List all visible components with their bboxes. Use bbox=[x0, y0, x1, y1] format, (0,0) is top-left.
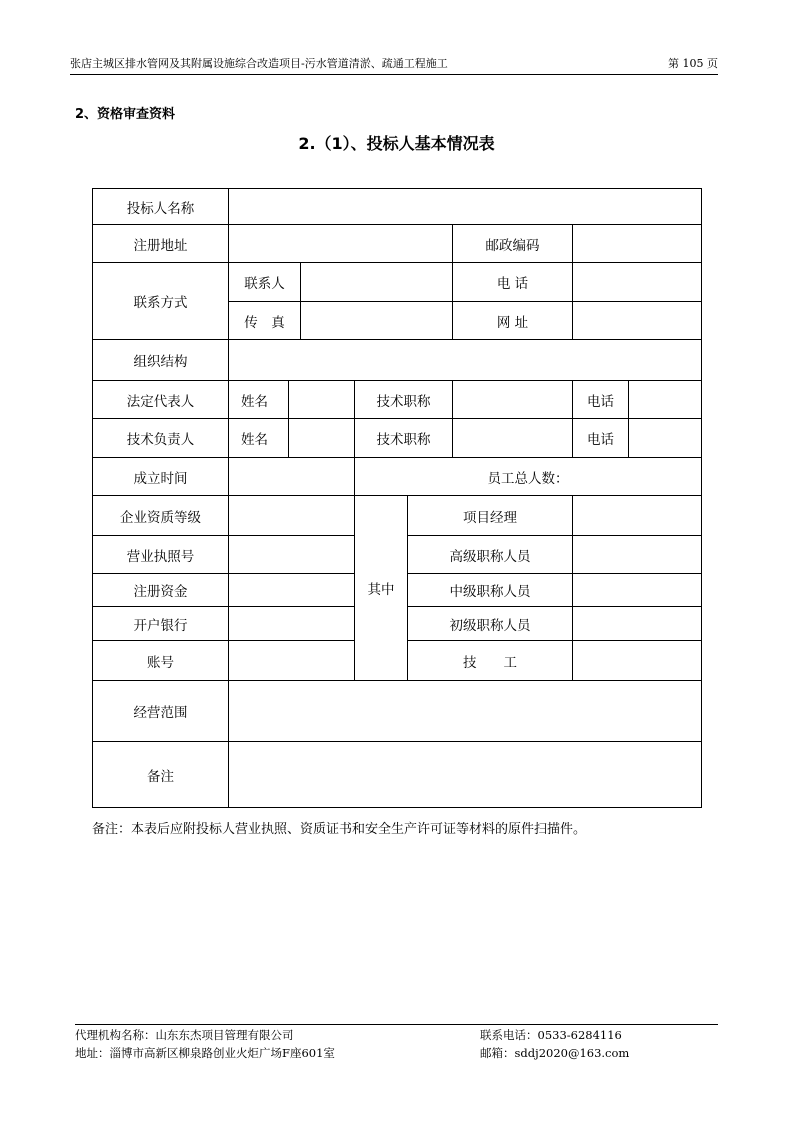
license-no-label: 营业执照号 bbox=[93, 536, 229, 574]
tech-lead-phone-value bbox=[629, 419, 702, 458]
legal-rep-phone-label: 电话 bbox=[573, 381, 629, 419]
tech-lead-title-value bbox=[453, 419, 573, 458]
mid-title-label: 中级职称人员 bbox=[408, 574, 573, 607]
account-value bbox=[229, 641, 355, 681]
remarks-value bbox=[229, 742, 702, 808]
remarks-label: 备注 bbox=[93, 742, 229, 808]
bank-value bbox=[229, 607, 355, 641]
legal-rep-phone-value bbox=[629, 381, 702, 419]
header-page-number: 第 105 页 bbox=[668, 57, 718, 70]
postcode-label: 邮政编码 bbox=[453, 225, 573, 263]
project-manager-label: 项目经理 bbox=[408, 496, 573, 536]
footer-email: 邮箱：sddj2020@163.com bbox=[480, 1046, 630, 1060]
header-project-title: 张店主城区排水管网及其附属设施综合改造项目-污水管道清淤、疏通工程施工 bbox=[70, 57, 448, 70]
total-staff-label: 员工总人数： bbox=[355, 458, 702, 496]
legal-rep-title-value bbox=[453, 381, 573, 419]
technician-label: 技 工 bbox=[408, 641, 573, 681]
junior-title-value bbox=[573, 607, 702, 641]
org-structure-value bbox=[229, 340, 702, 381]
qual-grade-label: 企业资质等级 bbox=[93, 496, 229, 536]
business-scope-label: 经营范围 bbox=[93, 681, 229, 742]
tech-lead-phone-label: 电话 bbox=[573, 419, 629, 458]
footer-agency: 代理机构名称：山东东杰项目管理有限公司 bbox=[75, 1028, 294, 1042]
bidder-info-table bbox=[92, 188, 702, 808]
business-scope-value bbox=[229, 681, 702, 742]
account-label: 账号 bbox=[93, 641, 229, 681]
footer-address: 地址：淄博市高新区柳泉路创业火炬广场F座601室 bbox=[75, 1046, 335, 1060]
table-title: 2.（1）、投标人基本情况表 bbox=[298, 134, 495, 153]
bank-label: 开户银行 bbox=[93, 607, 229, 641]
table-note: 备注：本表后应附投标人营业执照、资质证书和安全生产许可证等材料的原件扫描件。 bbox=[92, 822, 587, 837]
legal-rep-name-value bbox=[289, 381, 355, 419]
legal-rep-name-label: 姓名 bbox=[229, 381, 289, 419]
fax-label: 传 真 bbox=[229, 302, 301, 340]
qual-grade-value bbox=[229, 496, 355, 536]
reg-capital-value bbox=[229, 574, 355, 607]
section-title: 2、资格审查资料 bbox=[75, 107, 176, 122]
found-time-value bbox=[229, 458, 355, 496]
phone-value bbox=[573, 263, 702, 302]
license-no-value bbox=[229, 536, 355, 574]
tech-lead-name-value bbox=[289, 419, 355, 458]
bidder-name-value bbox=[229, 189, 702, 225]
reg-capital-label: 注册资金 bbox=[93, 574, 229, 607]
org-structure-label: 组织结构 bbox=[93, 340, 229, 381]
senior-title-value bbox=[573, 536, 702, 574]
page-header bbox=[70, 56, 718, 75]
contact-person-label: 联系人 bbox=[229, 263, 301, 302]
contact-method-label: 联系方式 bbox=[93, 263, 229, 340]
project-manager-value bbox=[573, 496, 702, 536]
junior-title-label: 初级职称人员 bbox=[408, 607, 573, 641]
tech-lead-label: 技术负责人 bbox=[93, 419, 229, 458]
page-footer bbox=[75, 1024, 718, 1061]
reg-address-value bbox=[229, 225, 453, 263]
contact-person-value bbox=[301, 263, 453, 302]
legal-rep-title-label: 技术职称 bbox=[355, 381, 453, 419]
tech-lead-name-label: 姓名 bbox=[229, 419, 289, 458]
bidder-name-label: 投标人名称 bbox=[93, 189, 229, 225]
mid-title-value bbox=[573, 574, 702, 607]
tech-lead-title-label: 技术职称 bbox=[355, 419, 453, 458]
footer-tel: 联系电话：0533-6284116 bbox=[480, 1028, 622, 1042]
found-time-label: 成立时间 bbox=[93, 458, 229, 496]
fax-value bbox=[301, 302, 453, 340]
among-label: 其中 bbox=[355, 496, 408, 681]
senior-title-label: 高级职称人员 bbox=[408, 536, 573, 574]
phone-label: 电 话 bbox=[453, 263, 573, 302]
reg-address-label: 注册地址 bbox=[93, 225, 229, 263]
website-value bbox=[573, 302, 702, 340]
postcode-value bbox=[573, 225, 702, 263]
legal-rep-label: 法定代表人 bbox=[93, 381, 229, 419]
website-label: 网 址 bbox=[453, 302, 573, 340]
technician-value bbox=[573, 641, 702, 681]
